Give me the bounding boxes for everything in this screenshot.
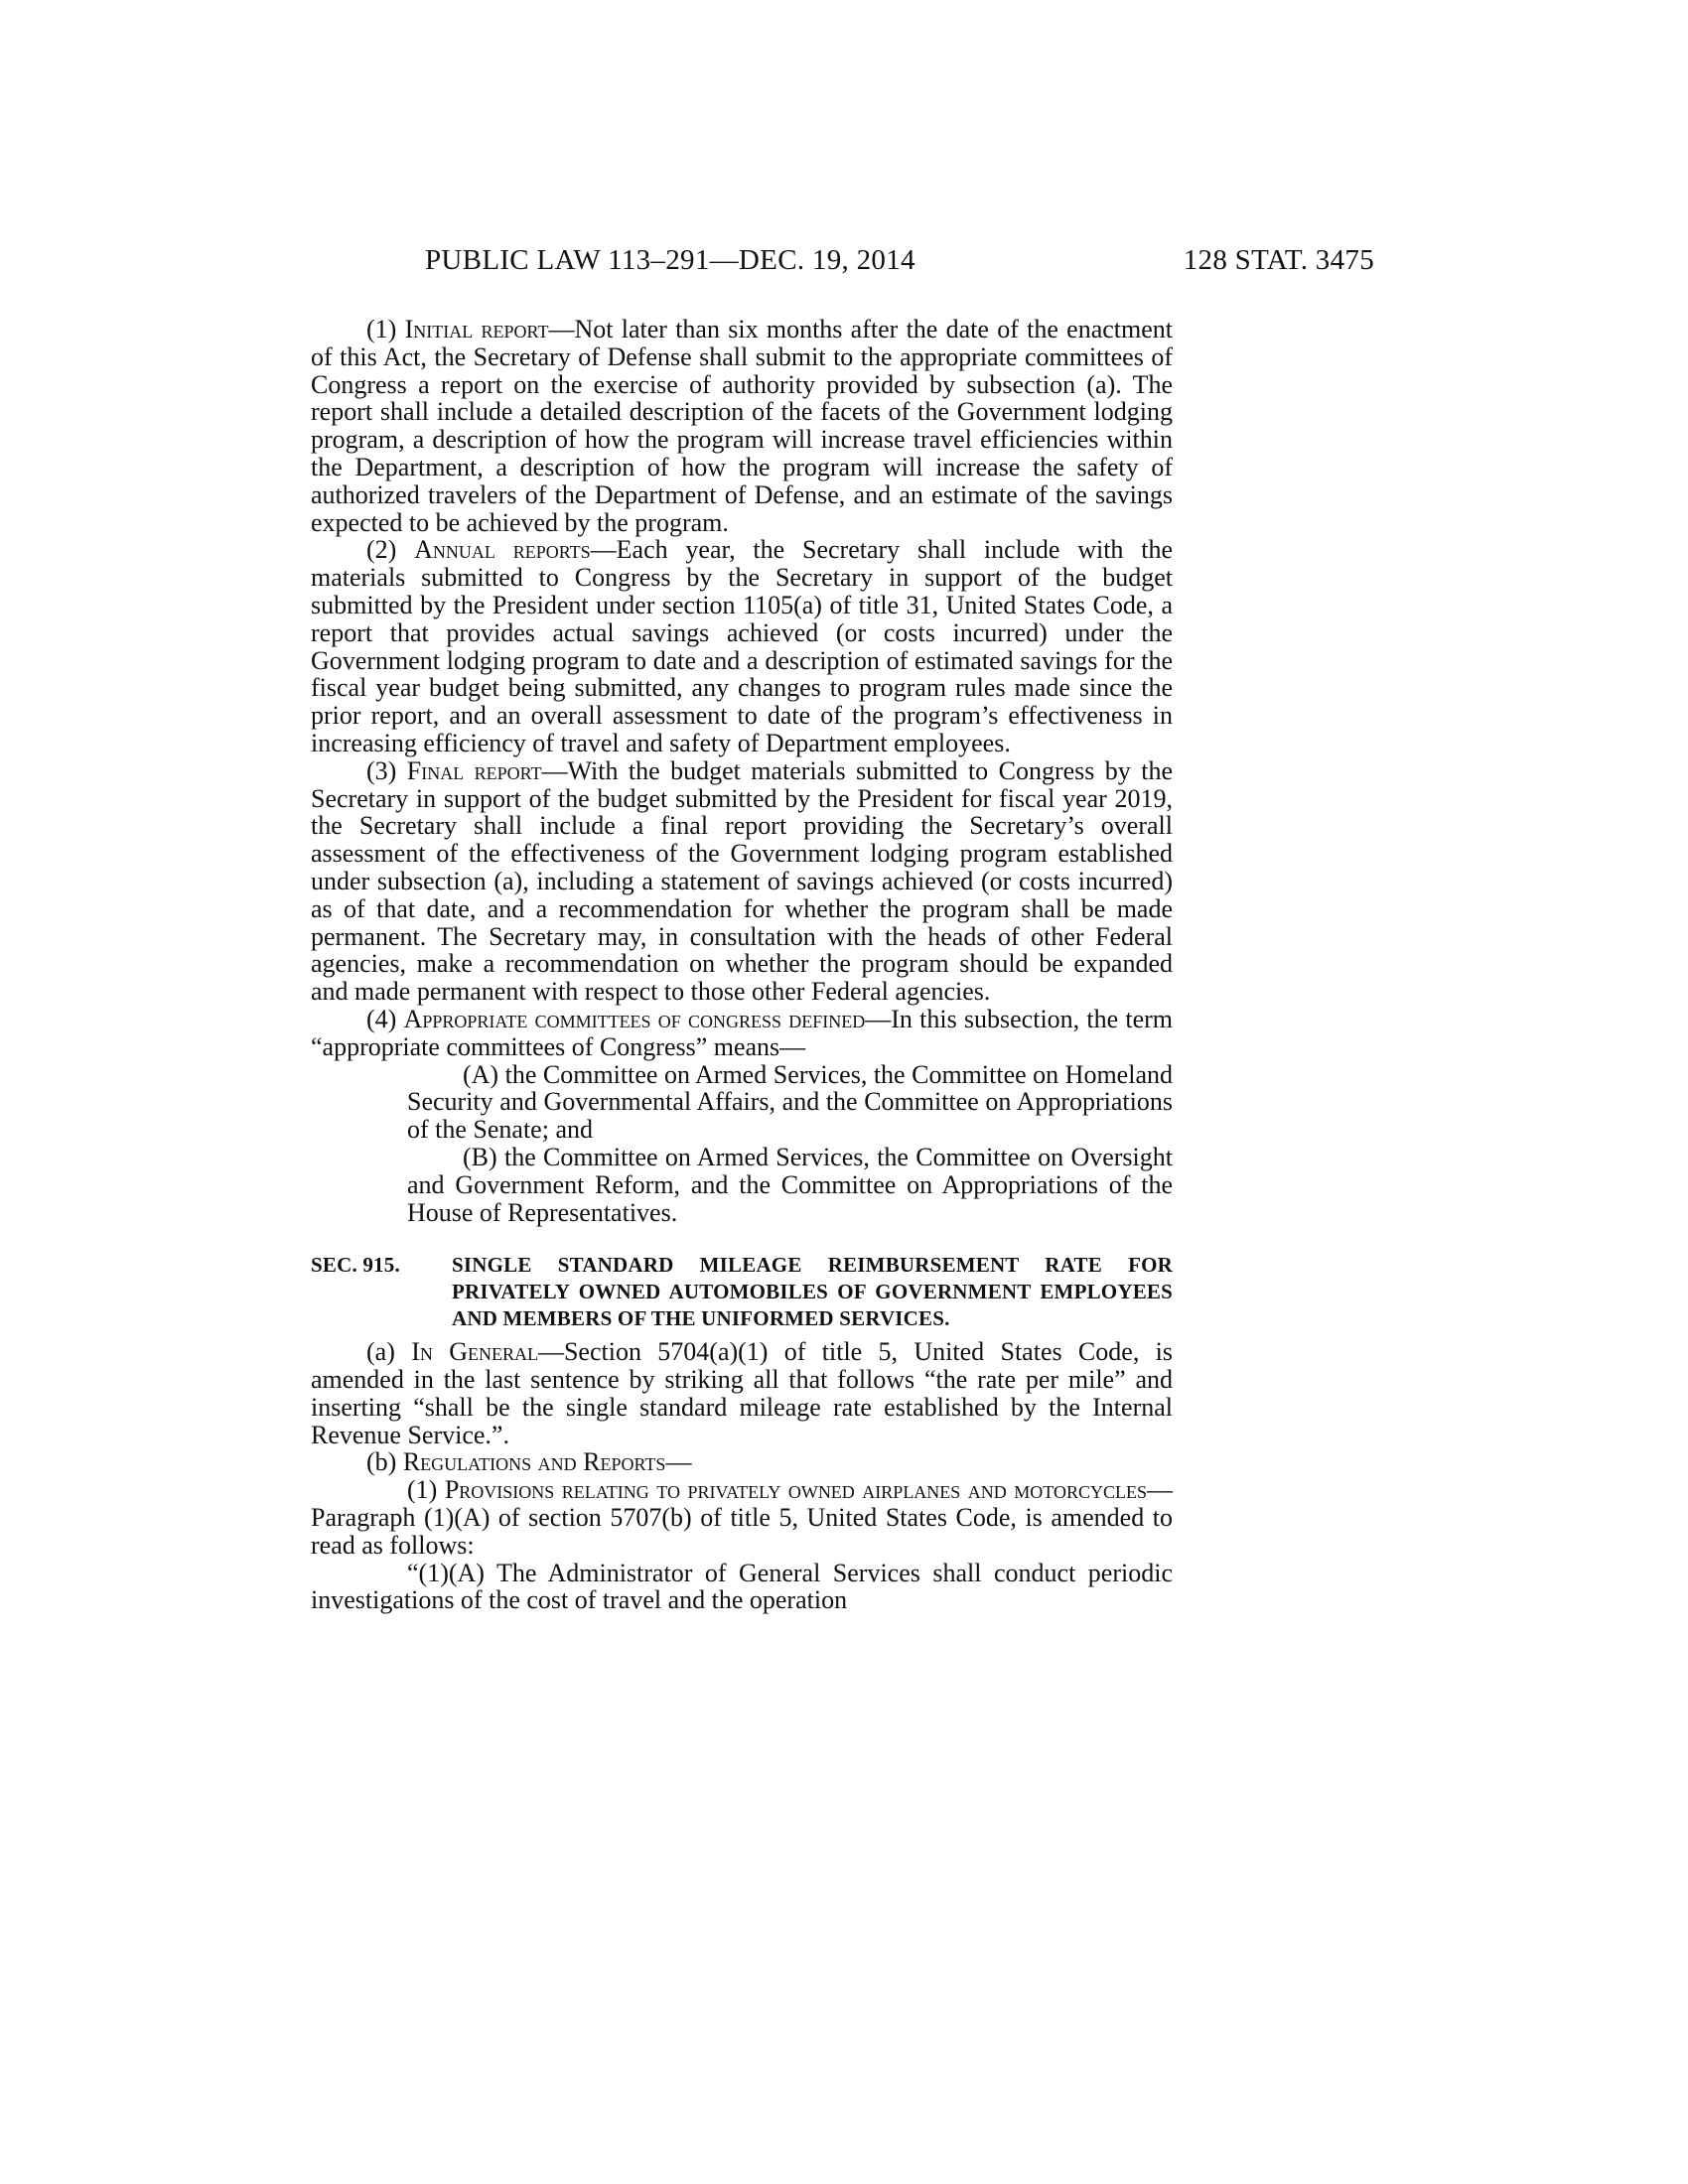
paragraph-number: (4) [366, 1004, 397, 1033]
paragraph-number: (2) [366, 535, 397, 565]
section-title: SINGLE STANDARD MILEAGE REIMBURSEMENT RATE FOR PRIVATELY OWNED AUTOMOBILES OF GOVERNMENT EMPLOYEES AND MEMBERS OF THE UNIFORMED SERVICES. [452, 1253, 1173, 1331]
paragraph-committees-defined [311, 1006, 1173, 1061]
paragraph-caption: Appropriate committees of congress defined [403, 1004, 866, 1033]
paragraph-caption: Provisions relating to privately owned airplanes and motorcycles [444, 1475, 1147, 1505]
section-label: SEC. 915. [311, 1253, 400, 1278]
paragraph-initial-report [311, 316, 1173, 536]
running-title: PUBLIC LAW 113–291—DEC. 19, 2014 [425, 244, 915, 276]
paragraph-text: —Not later than six months after the date of the enactment of this Act, the Secretary of Defense shall submit to the appropriate committees of Congress a report on the exercise of authority provided by subsection (a). The report shall include a detailed description of the facets of the Government lodging program, a description of how the program will increase travel efficiencies within the Department, a description of how the program will increase the safety of authorized travelers of the Department of Defense, and an estimate of the savings expected to be achieved by the program. [311, 315, 1173, 537]
paragraph-text: —Paragraph (1)(A) of section 5707(b) of title 5, United States Code, is amended to read as follows: [311, 1475, 1173, 1560]
paragraph-number: (3) [366, 755, 397, 785]
paragraph-final-report [311, 757, 1173, 1006]
paragraph-number: (1) [366, 315, 397, 343]
paragraph-caption: Final report [406, 755, 542, 785]
paragraph-number: (1) [407, 1475, 438, 1505]
paragraph-text: —In this subsection, the term “appropriate committees of Congress” means— [311, 1004, 1174, 1061]
subsection-b-regulations [311, 1448, 1173, 1476]
subparagraph-a: (A) the Committee on Armed Services, the Committee on Homeland Security and Governmental Affairs, and the Committee on Appropriations of the Senate; and [407, 1059, 1173, 1145]
paragraph-b1-provisions [311, 1476, 1173, 1559]
subsection-text: —Section 5704(a)(1) of title 5, United States Code, is amended in the last sentence by striking all that follows “the rate per mile” and inserting “shall be the single standard mileage rate established by the Internal Revenue Service.”. [311, 1337, 1173, 1449]
subsection-text: — [665, 1447, 692, 1477]
subsection-caption: In General [411, 1337, 538, 1367]
section-heading [311, 1252, 1173, 1332]
quoted-amendment-text: “(1)(A) The Administrator of General Services shall conduct periodic investigations of the cost of travel and the operation [311, 1558, 1173, 1615]
document-body [311, 316, 1173, 1614]
paragraph-text: —Each year, the Secretary shall include with the materials submitted to Congress by the Secretary in support of the budget submitted by the President under section 1105(a) of title 31, United States Code, a report that provides actual savings achieved (or costs incurred) under the Government lodging program to date and a description of estimated savings for the fiscal year budget being submitted, any changes to program rules made since the prior report, and an overall assessment to date of the program’s effectiveness in increasing efficiency of travel and safety of Department employees. [311, 535, 1173, 757]
subparagraph-b: (B) the Committee on Armed Services, the Committee on Oversight and Government Reform, and the Committee on Appropriations of the House of Representatives. [407, 1142, 1173, 1227]
subsection-number: (b) [366, 1447, 397, 1477]
paragraph-text: —With the budget materials submitted to Congress by the Secretary in support of the budget submitted by the President for fiscal year 2019, the Secretary shall include a final report providing the Secretary’s overall assessment of the effectiveness of the Government lodging program established under subsection (a), including a statement of savings achieved (or costs incurred) as of that date, and a recommendation for whether the program shall be made permanent. The Secretary may, in consultation with the heads of other Federal agencies, make a recommendation on whether the program should be expanded and made permanent with respect to those other Federal agencies. [311, 755, 1173, 1007]
subsection-number: (a) [366, 1337, 395, 1367]
page-header [425, 244, 1374, 284]
subsection-caption: Regulations and Reports [402, 1447, 666, 1477]
paragraph-caption: Annual reports [414, 535, 591, 565]
statute-page-number: 128 STAT. 3475 [1183, 244, 1374, 276]
subsection-a-in-general [311, 1338, 1173, 1448]
paragraph-caption: Initial report [404, 315, 549, 343]
paragraph-annual-reports [311, 536, 1173, 756]
